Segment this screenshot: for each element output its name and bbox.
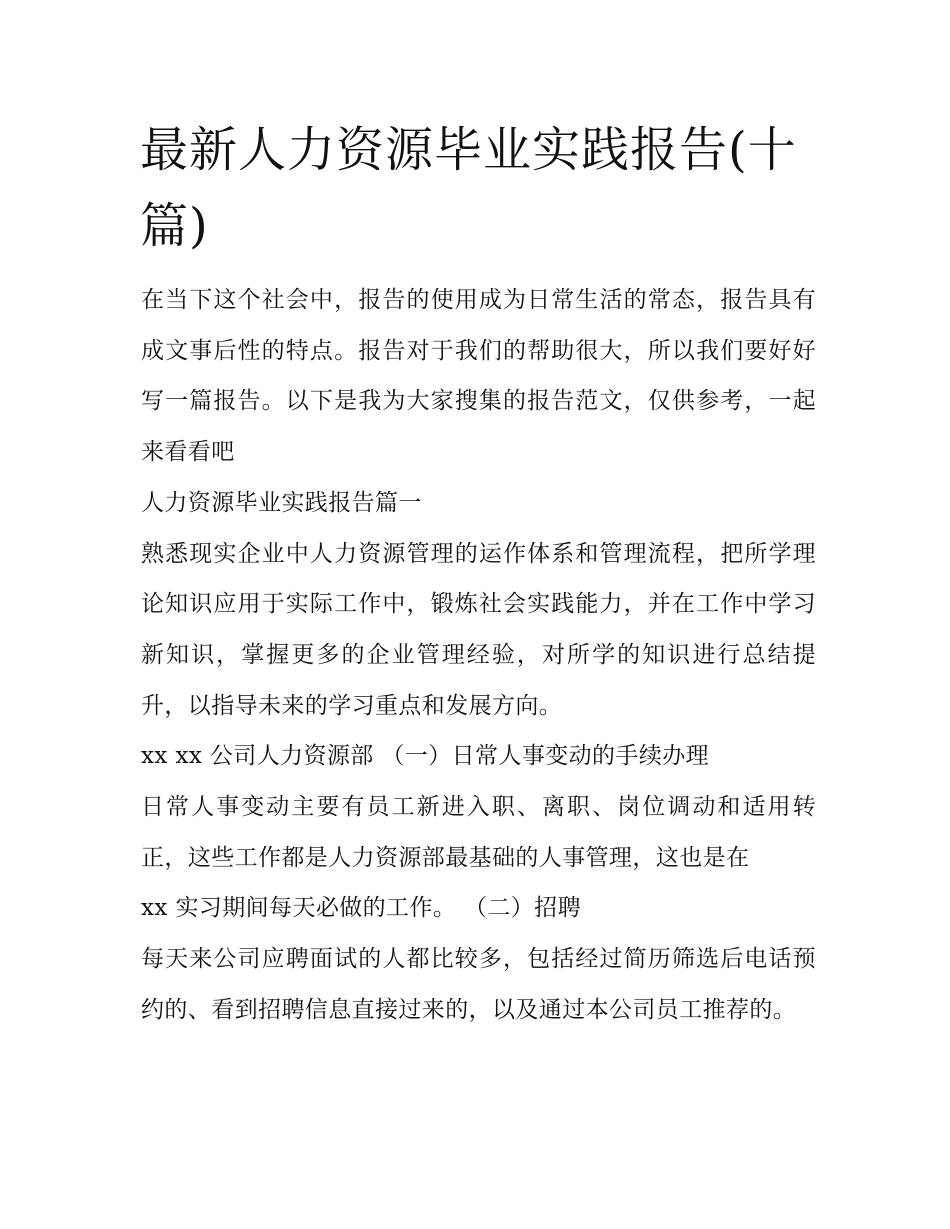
body-paragraph: 每天来公司应聘面试的人都比较多，包括经过简历筛选后电话预约的、看到招聘信息直接过来的，以及通过本公司员工推荐的。 — [141, 946, 816, 1023]
body-paragraph: xx 实习期间每天必做的工作。 （二）招聘 — [141, 895, 581, 922]
body-paragraph: xx xx 公司人力资源部 （一）日常人事变动的手续办理 — [141, 743, 710, 770]
document-body — [141, 275, 816, 1036]
intro-paragraph: 在当下这个社会中，报告的使用成为日常生活的常态，报告具有成文事后性的特点。报告对于我们的帮助很大，所以我们要好好写一篇报告。以下是我为大家搜集的报告范文，仅供参考，一起来看看吧 — [141, 287, 816, 466]
section-heading: 人力资源毕业实践报告篇一 — [141, 489, 422, 516]
body-paragraph: 熟悉现实企业中人力资源管理的运作体系和管理流程，把所学理论知识应用于实际工作中，锻炼社会实践能力，并在工作中学习新知识，掌握更多的企业管理经验，对所学的知识进行总结提升，以指导未来的学习重点和发展方向。 — [141, 540, 816, 719]
body-paragraph: 日常人事变动主要有员工新进入职、离职、岗位调动和适用转正，这些工作都是人力资源部最基础的人事管理，这也是在 — [141, 794, 816, 871]
document-title: 最新人力资源毕业实践报告(十篇) — [140, 122, 797, 254]
